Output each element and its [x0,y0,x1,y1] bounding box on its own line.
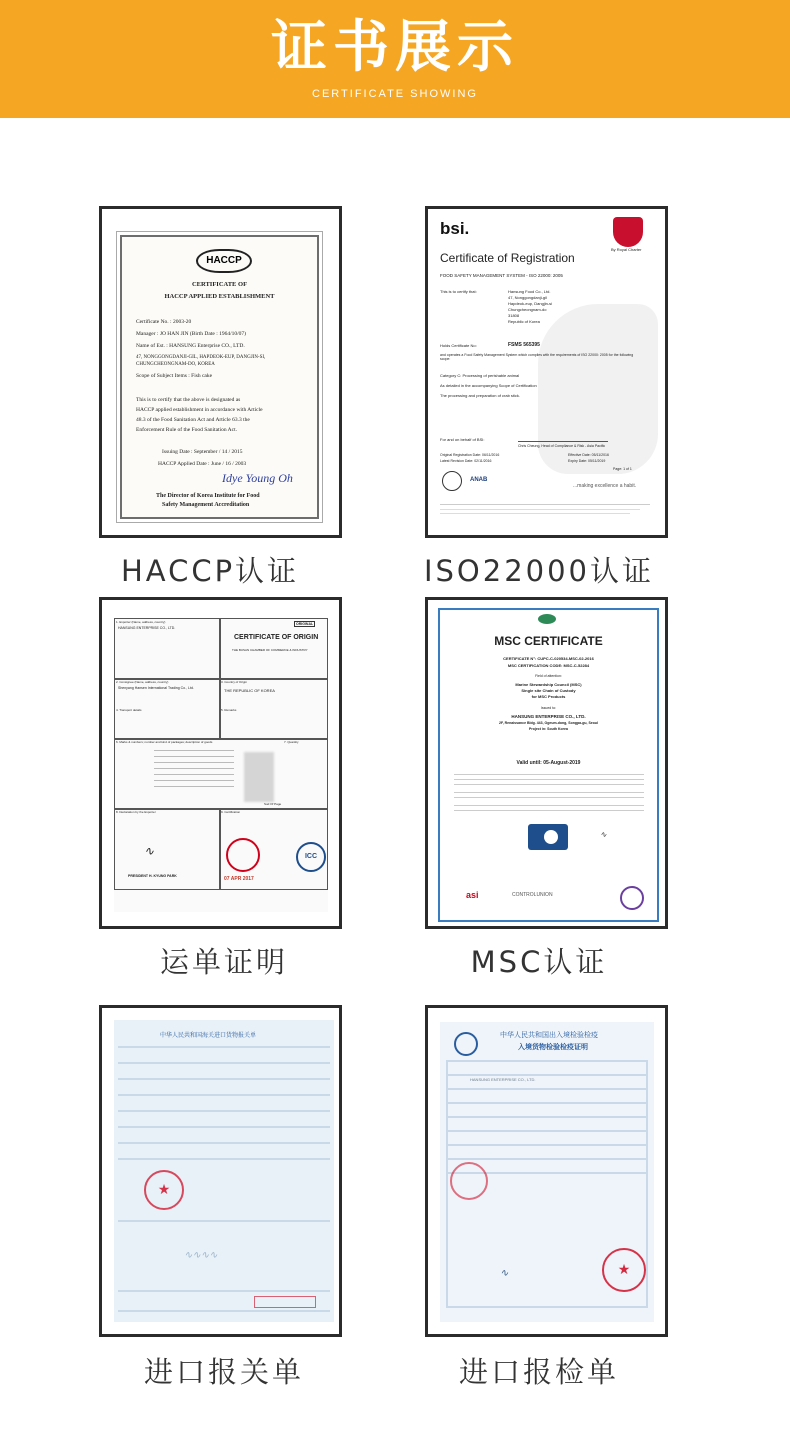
customs-title: 中华人民共和国海关进口货物报关单 [160,1033,257,1039]
msc-address: 2F, Renaissance Bldg. 443, Ogeum-dong, Songpa-gu, Seoul [499,721,598,725]
field-label: 3. Country of Origin [221,680,248,684]
msc-text-line [454,784,644,785]
goods-line [154,762,234,763]
form-rule [446,1130,648,1132]
haccp-heading-2: HACCP APPLIED ESTABLISHMENT [164,293,275,300]
haccp-body: This is to certify that the above is designated as [136,397,241,403]
msc-standard: Single site Chain of Custody [521,688,576,693]
inspection-signature: ∿ [500,1268,509,1279]
form-rule [446,1306,648,1308]
msc-text-line [454,805,644,806]
haccp-caption: HACCP认证 [120,554,300,588]
msc-cert-no: CERTIFICATE N°: CUPC-C-020534-MSC-02-2016 [503,656,594,661]
msc-title: MSC CERTIFICATE [494,634,603,648]
haccp-footer: Safety Management Accreditation [162,502,250,508]
goods-line [154,768,234,769]
haccp-body: 48.3 of the Food Sanitation Act and Article 63.3 the [136,417,250,423]
goods-line [154,774,234,775]
origin-title: CERTIFICATE OF ORIGIN [234,634,319,641]
customs-caption: 进口报关单 [143,1355,304,1389]
bsi-company-line: Chungcheongnam-do [508,307,547,312]
haccp-certificate-paper [120,235,319,519]
bsi-royal-crest-icon [613,217,643,247]
field-label: 6. Marks & numbers; number and kind of packages; description of goods [116,740,213,744]
bsi-company-line: Hapdeok-eup, Dangjin-si [508,301,553,306]
haccp-line: CHUNGCHEONGNAM-DO, KOREA [136,362,215,367]
haccp-line: Manager : JO HAN JIN (Birth Date : 1964/10/07) [136,331,246,337]
ciq-logo-icon [454,1032,478,1056]
asi-logo: asi [466,890,479,900]
haccp-logo: HACCP [196,249,252,273]
haccp-body: HACCP applied establishment in accordance with Article [136,407,263,413]
form-rule [118,1062,330,1064]
bsi-company-line: Republic of Korea [508,319,540,324]
msc-text-line [454,797,644,798]
inspection-title-2: 入境货物检验检疫证明 [518,1044,588,1051]
origin-stamp-date: 07 APR 2017 [224,876,254,882]
customs-declaration-image[interactable] [99,1005,342,1337]
haccp-certificate-image[interactable] [99,206,342,538]
field-label: 7. Quantity [284,740,299,744]
origin-page: Sud Of Page [264,802,282,806]
form-rule [118,1290,330,1292]
header-banner [0,0,790,118]
msc-text-line [454,779,644,780]
form-rule [118,1310,330,1312]
bsi-company-line: 31808 [508,313,520,318]
origin-paper [114,618,328,912]
form-rule [118,1110,330,1112]
bsi-mark-icon [442,471,462,491]
bsi-cert-no: FSMS 565395 [508,342,540,348]
haccp-body: Enforcement Rule of the Food Sanitation Act. [136,427,237,433]
bsi-effective: Effective Date: 05/11/2016 [568,453,609,457]
bsi-signer: Chris Cheung, Head of Compliance & Risk - Asia Pacific [518,444,606,448]
bsi-expiry: Expiry Date: 05/11/2019 [568,459,606,463]
form-border-right [646,1060,648,1306]
haccp-line: 47, NONGGONGDANJI-GIL, HAPDEOK-EUP, DANGJIN-SI, [136,355,266,360]
field-label: 5. Remarks [221,708,237,712]
page-subtitle: CERTIFICATE SHOWING [312,88,478,100]
inspection-company: HANSUNG ENTERPRISE CO., LTD. [470,1077,536,1082]
controlunion-logo: CONTROLUNION [512,892,553,898]
bsi-revision: Latest Revision Date: 02/11/2016 [440,459,492,463]
origin-issuer: THE BUSAN CHAMBER OF COMMERCE & INDUSTRY [232,648,308,652]
field-label: 1. Exporter (Name, address, country) [116,620,166,624]
haccp-line: Scope of Subject Items : Fish cake [136,373,213,379]
iso22000-caption: ISO22000认证 [423,554,655,588]
field-label: 9. Certification [221,810,241,814]
haccp-signature: Idye Young Oh [222,471,293,485]
msc-standard: Marine Stewardship Council (MSC) [515,682,582,687]
anab-logo: ANAB [470,477,488,483]
origin-country: THE REPUBLIC OF KOREA [224,688,275,693]
bsi-certify: This is to certify that: [440,289,477,294]
bsi-company-line: 47, Nonggongdanji-gil [508,295,547,300]
haccp-line: Name of Est. : HANSUNG Enterprise CO., LTD. [136,343,245,349]
goods-line [154,786,234,787]
form-rule [446,1116,648,1118]
msc-text-line [454,774,644,775]
form-rule [446,1158,648,1160]
bsi-signature-line [518,441,608,442]
customs-handwriting: ∿∿∿∿ [184,1250,218,1261]
exporter-name: HANSUNG ENTERPRISE CO., LTD. [118,626,176,630]
form-rule [446,1074,648,1076]
goods-line [154,756,234,757]
bsi-scope-line: Category C: Processing of perishable animal [440,373,520,378]
bsi-reg-date: Original Registration Date: 06/11/2016 [440,453,500,457]
page-title: 证书展示 [271,15,519,80]
origin-signer: PRESIDENT H. KYUNG PARK [128,874,177,878]
msc-code: MSC CERTIFICATION CODE: MSC-C-52284 [507,663,590,668]
bsi-logo: bsi. [440,219,470,238]
busan-chamber-seal-icon [226,838,260,872]
msc-project: Project in: South Korea [529,727,568,731]
msc-signature: ∿ [600,830,607,839]
haccp-line: Certificate No. : 2003-20 [136,319,192,325]
form-rule [118,1220,330,1222]
msc-company: HANSUNG ENTERPRISE CO., LTD. [511,714,586,719]
consignee-name: Shenyang Hansen International Trading Co., Ltd. [118,686,194,690]
inspection-red-seal-icon: ★ [602,1248,646,1292]
msc-attention: Field of attention: [535,674,562,678]
msc-issued: Issued to: [540,706,557,710]
msc-paper [438,608,659,922]
original-stamp: ORIGINAL [296,622,314,626]
bsi-system: FOOD SAFETY MANAGEMENT SYSTEM - ISO 22000: 2005 [440,273,563,278]
bsi-footer-text [440,509,640,510]
customs-red-seal-icon: ★ [144,1170,184,1210]
msc-leaf-icon [538,614,556,624]
bsi-scope-line: As detailed in the accompanying Scope of Certification [440,383,537,388]
inspection-form [440,1022,654,1322]
form-rule [118,1094,330,1096]
bsi-footer-divider [440,504,650,505]
exporter-signature: ∿ [144,844,155,858]
origin-certificate-image[interactable] [99,597,342,929]
icc-logo: ICC [296,842,326,872]
form-rule [118,1142,330,1144]
bsi-charter: By Royal Charter [611,247,642,252]
customs-form [114,1020,334,1322]
bsi-tagline: ...making excellence a habit. [573,483,637,489]
inspection-certificate-image[interactable] [425,1005,668,1337]
origin-caption: 运单证明 [159,945,288,979]
msc-standard: for MSC Products [531,694,566,699]
bsi-holds-label: Holds Certificate No: [440,343,477,348]
haccp-heading-1: CERTIFICATE OF [191,281,248,288]
bsi-page: Page: 1 of 1 [613,467,632,471]
form-rule [118,1126,330,1128]
inspection-title-1: 中华人民共和国出入境检验检疫 [500,1032,598,1039]
haccp-applied-date: HACCP Applied Date : June / 16 / 2003 [158,461,247,467]
msc-fish-icon [544,830,558,844]
blurred-quantity [244,752,274,802]
inspection-faded-seal-icon [450,1162,488,1200]
form-rule [446,1144,648,1146]
field-label: 4. Transport details [116,708,142,712]
iso22000-certificate-image[interactable] [425,206,668,538]
msc-text-line [454,810,644,811]
bsi-operates: and operates a Food Safety Management System which complies with the requirements of ISO 22000: 2005 for the following scope: [440,353,634,361]
field-label: 8. Declaration by the Exporter [116,810,156,814]
msc-caption: MSC认证 [470,945,608,979]
bsi-title: Certificate of Registration [440,251,575,265]
field-label: 2. Consignee (Name, address, country) [116,680,169,684]
msc-valid: Valid until: 05-August-2019 [516,760,581,766]
form-rule [446,1060,648,1062]
form-rule [446,1088,648,1090]
haccp-issuing-date: Issuing Date : September / 14 / 2015 [162,449,243,455]
haccp-footer: The Director of Korea Institute for Food [156,493,260,499]
goods-line [154,780,234,781]
form-rule [446,1102,648,1104]
bsi-company-line: Hansung Food Co., Ltd. [508,289,551,294]
bsi-footer-text [440,513,630,514]
form-rule [118,1046,330,1048]
form-rule [118,1078,330,1080]
goods-line [154,750,234,751]
form-border-left [446,1060,448,1306]
customs-red-box [254,1296,316,1308]
accreditation-seal-icon [620,886,644,910]
msc-certificate-image[interactable] [425,597,668,929]
bsi-scope-line: The processing and preparation of crab stick. [440,393,521,398]
form-rule [118,1158,330,1160]
bsi-behalf: For and on behalf of BSI: [440,437,485,442]
inspection-caption: 进口报检单 [458,1355,619,1389]
bsi-watermark-lion [538,304,658,474]
msc-text-line [454,792,644,793]
